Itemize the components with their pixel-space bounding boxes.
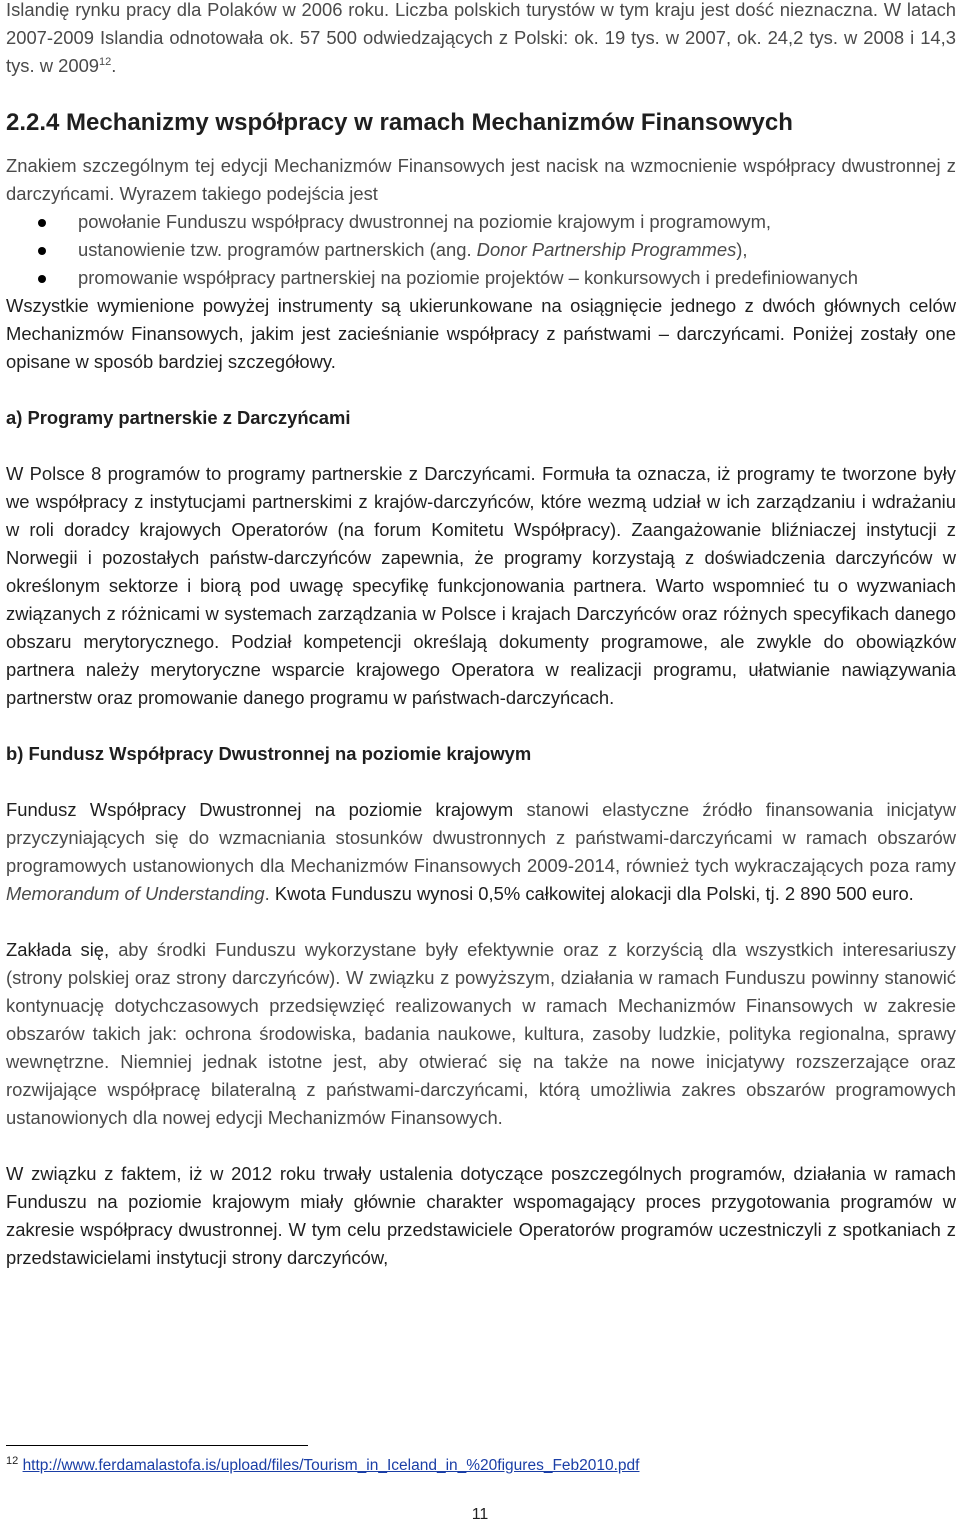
bullet-item: [6, 208, 956, 236]
bullet-text: ustanowienie tzw. programów partnerskich (ang.: [78, 239, 477, 260]
part-a-paragraph: W Polsce 8 programów to programy partnerskie z Darczyńcami. Formuła ta oznacza, iż programy te tworzone były we współpracy z instytucjami partnerskimi z krajów-darczyńców, które wezmą udział w ich zarządzaniu i wdrażaniu w roli doradcy krajowych Operatorów (na forum Komitetu Współpracy). Zaangażowanie bliźniaczej instytucji z Norwegii i pozostałych państw-darczyńców zapewnia, że programy korzystają z doświadczenia darczyńców w określonym sektorze i biorą pod uwagę specyfikę funkcjonowania partnera. Warto wspomnieć tu o wyzwaniach związanych z różnicami w systemach zarządzania w Polsce i krajach Darczyńców oraz różnych specyfikach danego obszaru merytorycznego. Podział kompetencji określają dokumenty programowe, ale zwykle do obowiązków partnera należy merytoryczne wsparcie krajowego Operatora w realizacji programu, ułatwianie nawiązywania partnerstw oraz promowanie danego programu w państwach-darczyńcach.: [6, 463, 956, 708]
bullet-item: [6, 264, 956, 292]
bullet-text: promowanie współpracy partnerskiej na poziomie projektów – konkursowych i predefiniowanych: [78, 267, 858, 288]
bullet-dot: [38, 247, 46, 255]
part-b-paragraph-1: [6, 796, 956, 908]
bullet-dot: [38, 219, 46, 227]
part-b-heading: b) Fundusz Współpracy Dwustronnej na poziomie krajowym: [6, 743, 532, 764]
section-lead: Znakiem szczególnym tej edycji Mechanizmów Finansowych jest nacisk na wzmocnienie współpracy dwustronnej z darczyńcami. Wyrazem takiego podejścia jest: [6, 155, 956, 204]
bullet-italic: Donor Partnership Programmes: [476, 239, 737, 260]
part-b-p1-gray-end: .: [264, 883, 270, 904]
part-b-p2-start: Zakłada się,: [6, 939, 110, 960]
bullet-after: ),: [736, 239, 748, 260]
page-number: 11: [471, 1506, 489, 1523]
part-a-heading: a) Programy partnerskie z Darczyńcami: [6, 407, 351, 428]
footnote-number: 12: [6, 1454, 19, 1467]
bullet-list: [6, 208, 956, 292]
part-b-p1-gray: stanowi elastyczne źródło finansowania inicjatyw przyczyniających się do wzmacniania stosunków dwustronnych z państwami-darczyńcami w ramach obszarów programowych ustanowionych dla Mechanizmów Finansowych 2009-2014, również tych wykraczających poza ramy: [6, 799, 956, 876]
part-b-p1-start: Fundusz Współpracy Dwustronnej na poziomie krajowym: [6, 799, 514, 820]
intro-after: .: [111, 55, 117, 76]
part-b-p2-gray: aby środki Funduszu wykorzystane były efektywnie oraz z korzyścią dla wszystkich interesariuszy (strony polskiej oraz strony darczyńców). W związku z powyższym, działania w ramach Funduszu powinny stanowić kontynuację dotychczasowych przedsięwzięć realizowanych w ramach Mechanizmów Finansowych w zakresie obszarów takich jak: ochrona środowiska, badania naukowe, kultura, zasoby ludzkie, polityka regionalna, sprawy wewnętrzne. Niemniej jednak istotne jest, aby otwierać się na także na nowe inicjatywy rozszerzające oraz rozwijające współpracę bilateralną z państwami-darczyńcami, którą umożliwia zakres obszarów programowych ustanowionych dla nowej edycji Mechanizmów Finansowych.: [6, 939, 957, 1128]
footnote-link[interactable]: http://www.ferdamalastofa.is/upload/files/Tourism_in_Iceland_in_%20figures_Feb2010.pdf: [22, 1457, 640, 1474]
footnote-ref[interactable]: 12: [99, 55, 112, 68]
footnote: [6, 1456, 639, 1476]
part-b-paragraph-3: W związku z faktem, iż w 2012 roku trwały ustalenia dotyczące poszczególnych programów, działania w ramach Funduszu na poziomie krajowym miały głównie charakter wspomagający proces przygotowania programów w zakresie współpracy dwustronnej. W tym celu przedstawiciele Operatorów programów uczestniczyli z spotkaniach z przedstawicielami instytucji strony darczyńców,: [6, 1163, 956, 1268]
part-b-p1-italic: Memorandum of Understanding: [6, 883, 265, 904]
bullet-text: powołanie Funduszu współpracy dwustronnej na poziomie krajowym i programowym,: [78, 211, 772, 232]
footnote-divider: [6, 1445, 308, 1446]
intro-paragraph: [6, 0, 956, 80]
bullet-item: [6, 236, 956, 264]
bullet-dot: [38, 275, 46, 283]
document-page: [6, 0, 956, 1272]
intro-text: Islandię rynku pracy dla Polaków w 2006 roku. Liczba polskich turystów w tym kraju jest dość nieznaczna. W latach 2007-2009 Islandia odnotowała ok. 57 500 odwiedzających z Polski: ok. 19 tys. w 2007, ok. 24,2 tys. w 2008 i 14,3 tys. w 2009: [6, 0, 956, 76]
part-b-paragraph-2: [6, 936, 956, 1132]
section-heading: 2.2.4 Mechanizmy współpracy w ramach Mechanizmów Finansowych: [6, 109, 793, 136]
part-b-p1-end: Kwota Funduszu wynosi 0,5% całkowitej alokacji dla Polski, tj. 2 890 500 euro.: [269, 883, 914, 904]
section-summary: Wszystkie wymienione powyżej instrumenty są ukierunkowane na osiągnięcie jednego z dwóch głównych celów Mechanizmów Finansowych, jakim jest zacieśnianie współpracy z państwami – darczyńcami. Poniżej zostały one opisane w sposób bardziej szczegółowy.: [6, 295, 956, 372]
